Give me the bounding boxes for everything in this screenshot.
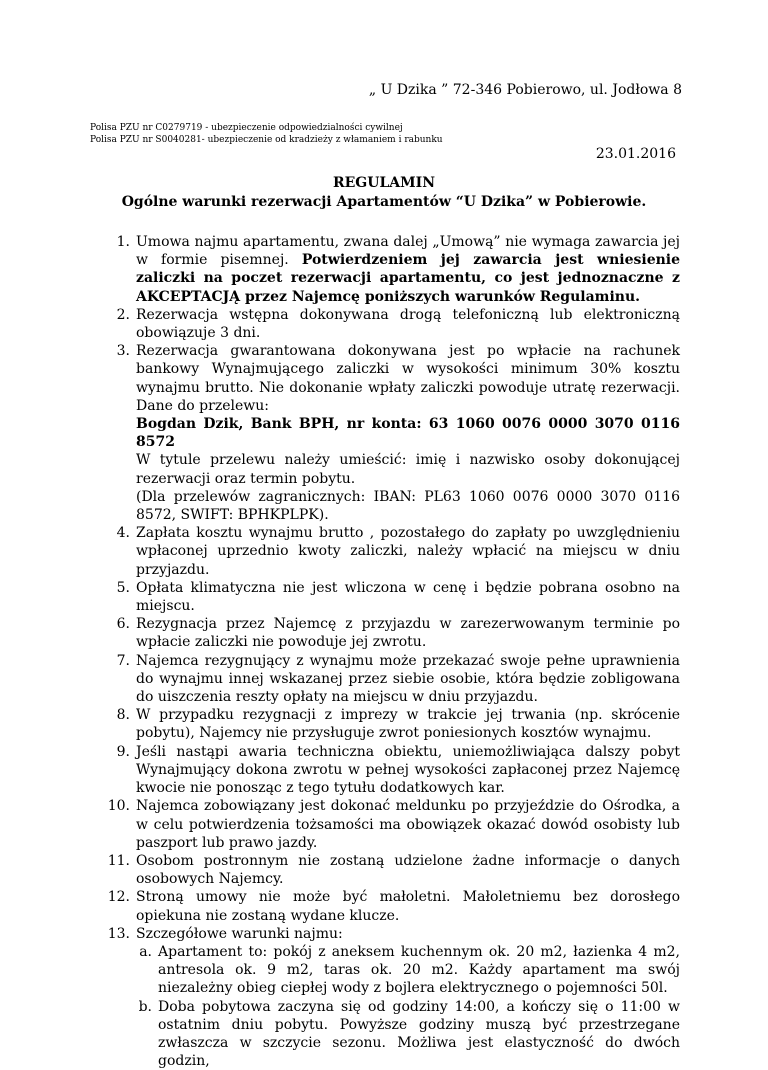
list-item-number: 1.	[116, 234, 130, 250]
list-item-text: Szczegółowe warunki najmu:	[136, 925, 343, 942]
list-item-number: 2.	[116, 306, 130, 323]
list-item-number: 9.	[116, 743, 130, 760]
list-item-text: W przypadku rezygnacji z imprezy w trakcie jej trwania (np. skrócenie pobytu), Najemcy nie przysługuje zwrot poniesionych kosztów wynajmu.	[136, 707, 680, 742]
list-item-number: 8.	[116, 707, 130, 724]
policy-theft: Polisa PZU nr S0040281- ubezpieczenie od kradzieży z włamaniem i rabunku	[90, 135, 443, 145]
document-date: 23.01.2016	[595, 146, 676, 162]
list-item	[88, 797, 680, 852]
list-item	[88, 925, 680, 943]
bank-account: Bogdan Dzik, Bank BPH, nr konta: 63 1060 0076 0000 3070 0116 8572	[136, 416, 680, 451]
list-item-text: Najemca rezygnujący z wynajmu może przekazać swoje pełne uprawnienia do wynajmu innej wskazanej przez siebie osobie, która będzie zobligowana do uiszczenia reszty opłaty na miejscu w dniu przyjazdu.	[136, 652, 680, 706]
sub-list-item-letter: a.	[139, 943, 152, 960]
list-item-number: 7.	[116, 652, 130, 669]
list-item-number: 12.	[107, 889, 130, 906]
list-item-text: Jeśli nastąpi awaria techniczna obiektu, uniemożliwiająca dalszy pobyt Wynajmujący dokona zwrotu w pełnej wysokości zapłaconej przez Najemcę kwocie nie ponosząc z tego tytułu dodatkowych kar.	[136, 743, 680, 797]
foreign-transfer-note: (Dla przelewów zagranicznych: IBAN: PL63 1060 0076 0000 3070 0116 8572, SWIFT: BPHKPLPK).	[136, 488, 680, 524]
list-item	[88, 652, 680, 707]
list-item	[88, 706, 680, 742]
list-item	[88, 743, 680, 798]
sub-list-item	[110, 998, 680, 1070]
policy-liability: Polisa PZU nr C0279719 - ubezpieczenie odpowiedzialności cywilnej	[90, 123, 403, 133]
page-title: REGULAMIN	[332, 175, 436, 191]
sub-list-item	[110, 943, 680, 998]
list-item	[88, 852, 680, 888]
sub-list-item-letter: b.	[138, 998, 152, 1015]
list-item	[88, 233, 680, 306]
page-subtitle: Ogólne warunki rezerwacji Apartamentów “U Dzika” w Pobierowie.	[121, 194, 647, 210]
transfer-title-note: W tytule przelewu należy umieścić: imię i nazwisko osoby dokonującej rezerwacji oraz termin pobytu.	[136, 452, 680, 487]
list-item-text: Rezerwacja gwarantowana dokonywana jest po wpłacie na rachunek bankowy Wynajmującego zaliczki w wysokości minimum 30% kosztu wynajmu brutto. Nie dokonanie wpłaty zaliczki powoduje utratę rezerwacji. Dane do przelewu:	[136, 343, 680, 414]
list-item-text: Najemca zobowiązany jest dokonać meldunku po przyjeździe do Ośrodka, a w celu potwierdzenia tożsamości ma obowiązek okazać dowód osobisty lub paszport lub prawo jazdy.	[136, 798, 680, 851]
list-item-text: Umowa najmu apartamentu, zwana dalej „Umową” nie wymaga zawarcia jej w formie pisemnej.	[136, 234, 680, 269]
list-item-number: 4.	[116, 525, 130, 542]
list-item-text: Rezerwacja wstępna dokonywana drogą telefoniczną lub elektroniczną obowiązuje 3 dni.	[136, 306, 680, 342]
list-item-number: 5.	[116, 579, 130, 596]
list-item-number: 6.	[116, 616, 130, 633]
list-item-text: Opłata klimatyczna nie jest wliczona w cenę i będzie pobrana osobno na miejscu.	[136, 579, 680, 615]
company-address: „ U Dzika ” 72-346 Pobierowo, ul. Jodłowa 8	[368, 82, 682, 98]
list-item	[88, 342, 680, 524]
list-item-bold-text: Potwierdzeniem jej zawarcia jest wniesienie zaliczki na poczet rezerwacji apartamentu, co jest jednoznaczne z AKCEPTACJĄ przez Najemcę poniższych warunków Regulaminu.	[136, 252, 680, 305]
sub-list-item-text: Apartament to: pokój z aneksem kuchennym ok. 20 m2, łazienka 4 m2, antresola ok. 9 m2, taras ok. 20 m2. Każdy apartament ma swój niezależny obieg ciepłej wody z bojlera elektrycznego o pojemności 50l.	[158, 943, 680, 997]
list-item-number: 3.	[116, 343, 130, 360]
list-item-number: 13.	[107, 925, 130, 942]
list-item	[88, 615, 680, 651]
list-item	[88, 888, 680, 924]
document-heading	[0, 174, 768, 212]
list-item	[88, 524, 680, 579]
list-item	[88, 306, 680, 342]
list-item-text: Stroną umowy nie może być małoletni. Małoletniemu bez dorosłego opiekuna nie zostaną wydane klucze.	[136, 889, 680, 924]
list-item-text: Zapłata kosztu wynajmu brutto , pozostałego do zapłaty po uwzględnieniu wpłaconej uprzednio kwoty zaliczki, należy wpłacić na miejscu w dniu przyjazdu.	[136, 525, 680, 578]
insurance-policies	[90, 122, 443, 146]
list-item	[88, 579, 680, 615]
sub-list-item-text: Doba pobytowa zaczyna się od godziny 14:00, a kończy się o 11:00 w ostatnim dniu pobytu. Powyższe godziny muszą być przestrzegane zwłaszcza w szczycie sezonu. Możliwa jest elastyczność do dwóch godzin,	[158, 998, 680, 1070]
list-item-number: 11.	[107, 852, 130, 869]
list-item-number: 10.	[107, 798, 130, 815]
list-item-text: Osobom postronnym nie zostaną udzielone żadne informacje o danych osobowych Najemcy.	[136, 852, 680, 888]
rules-list	[88, 233, 680, 1070]
list-item-text: Rezygnacja przez Najemcę z przyjazdu w zarezerwowanym terminie po wpłacie zaliczki nie powoduje jej zwrotu.	[136, 616, 680, 651]
